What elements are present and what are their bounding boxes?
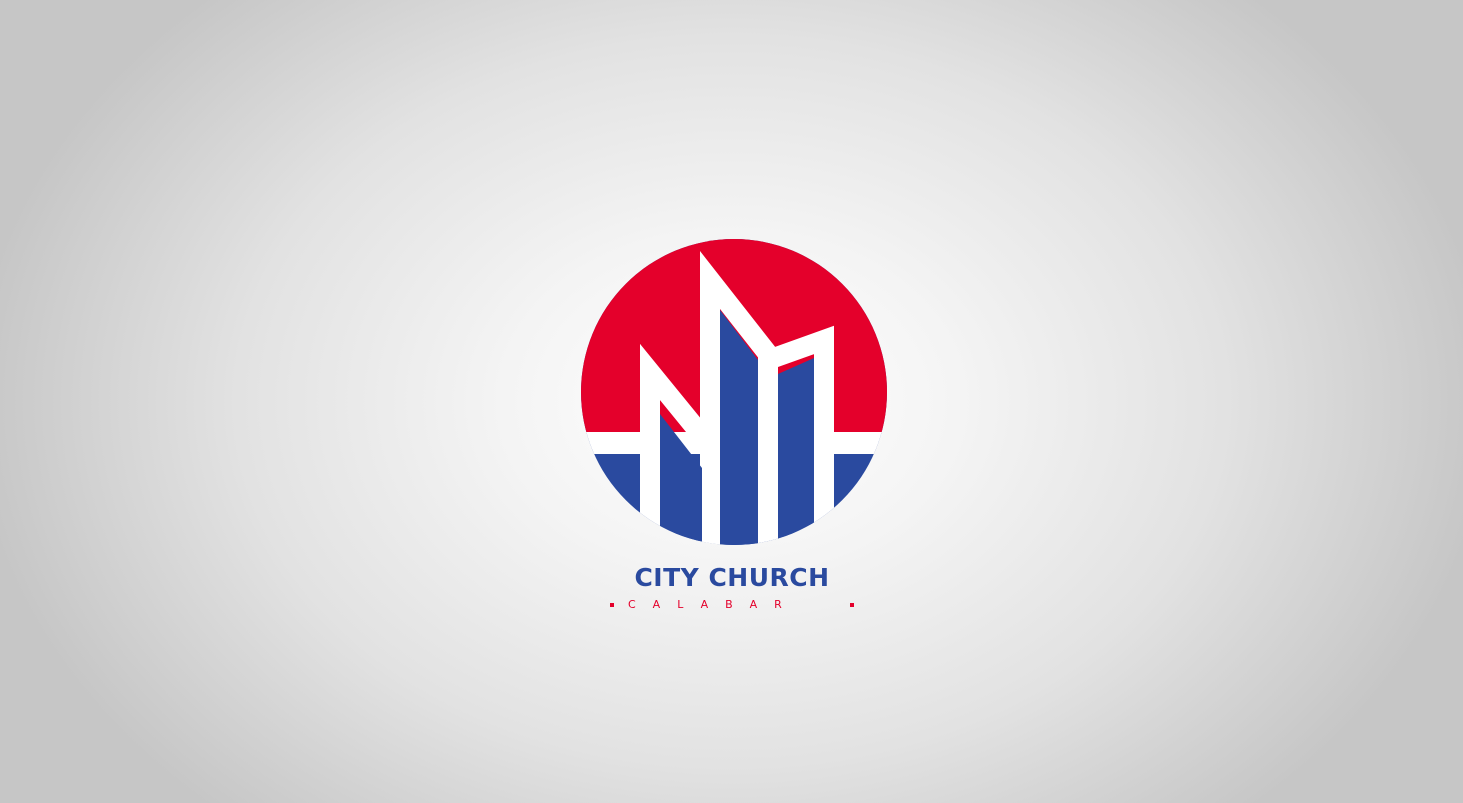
- right-dot-ornament: [850, 603, 854, 607]
- brand-location-text: CALABAR: [628, 598, 799, 611]
- city-skyline-circle-icon: [578, 236, 890, 548]
- location-row: [610, 596, 854, 614]
- brand-name: CITY CHURCH: [634, 563, 830, 592]
- brand-location: [614, 596, 850, 614]
